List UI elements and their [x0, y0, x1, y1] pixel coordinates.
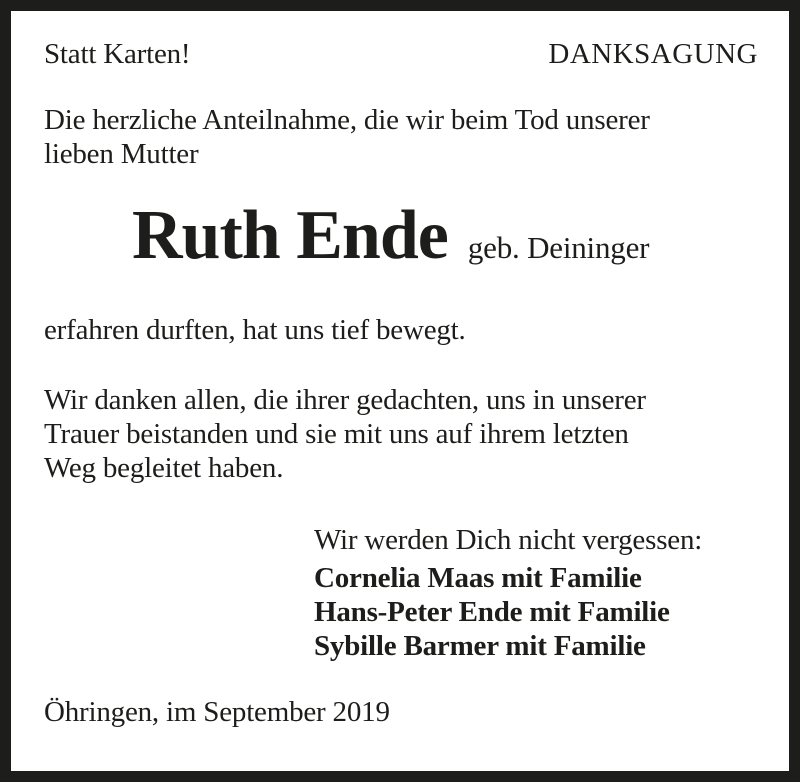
mourner-name: Cornelia Maas mit Familie	[314, 562, 642, 594]
deceased-name: Ruth Ende	[132, 197, 448, 274]
farewell-intro: Wir werden Dich nicht vergessen:	[314, 524, 703, 556]
maiden-name: geb. Deininger	[467, 230, 650, 265]
mourner-name: Hans-Peter Ende mit Familie	[314, 596, 670, 628]
header-row	[44, 37, 758, 71]
intro-paragraph	[44, 103, 650, 171]
deceased-name-row	[132, 193, 649, 279]
thanks-line: Wir danken allen, die ihrer gedachten, uns in unserer	[44, 384, 646, 416]
thanks-paragraph	[44, 383, 646, 485]
grief-line: erfahren durften, hat uns tief bewegt.	[44, 314, 466, 346]
closing-dateline: Öhringen, im September 2019	[44, 696, 390, 728]
farewell-block	[314, 523, 702, 663]
thanks-line: Trauer beistanden und sie mit uns auf ihrem letzten	[44, 418, 629, 450]
intro-line: Die herzliche Anteilnahme, die wir beim Tod unserer	[44, 104, 650, 136]
intro-line: lieben Mutter	[44, 138, 199, 170]
mourner-name: Sybille Barmer mit Familie	[314, 630, 646, 662]
statt-karten-note: Statt Karten!	[44, 38, 191, 70]
danksagung-title: DANKSAGUNG	[548, 38, 758, 70]
thanks-line: Weg begleitet haben.	[44, 452, 284, 484]
